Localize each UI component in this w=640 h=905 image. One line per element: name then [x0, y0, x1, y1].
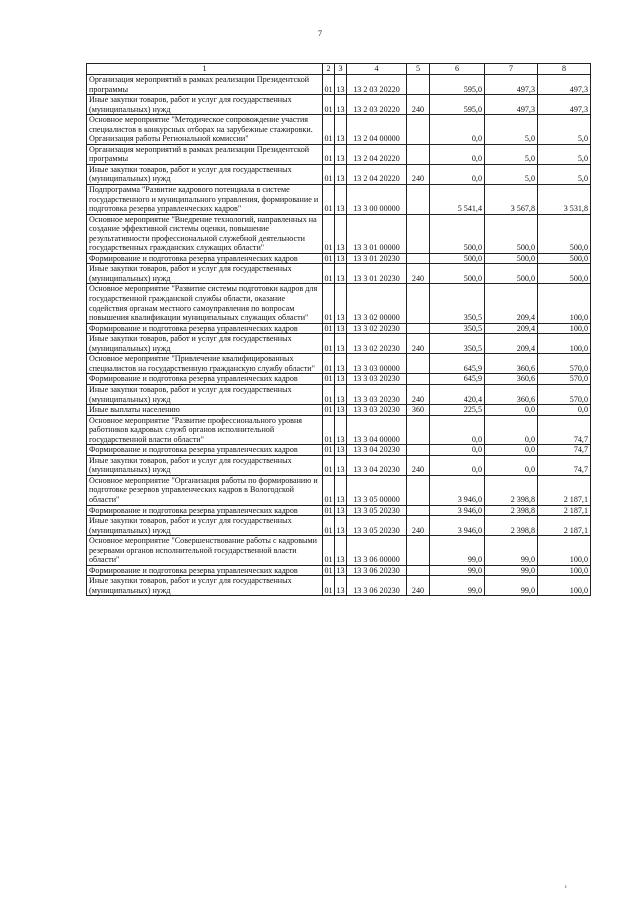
target-article-code: 13 3 03 20230	[347, 374, 407, 385]
table-row	[87, 536, 591, 566]
table-row	[87, 516, 591, 536]
section-code: 01	[324, 445, 333, 455]
target-article-code: 13 2 04 20220	[347, 164, 407, 184]
expense-type-code	[407, 185, 430, 215]
subsection-code: 13	[335, 475, 347, 505]
amount-col-6: 0,0	[430, 455, 485, 475]
subsection-code: 13	[335, 455, 347, 475]
amount-col-6: 350,5	[430, 284, 485, 323]
amount-col-7: 209,4	[485, 323, 538, 334]
row-name: Иные закупки товаров, работ и услуг для государственных (муниципальных) нужд	[87, 95, 323, 115]
column-header: 2	[323, 64, 335, 75]
expense-type-code: 240	[407, 384, 430, 404]
target-article-code: 13 2 03 20220	[347, 75, 407, 95]
row-name: Организация мероприятий в рамках реализации Президентской программы	[87, 75, 323, 95]
target-article-code: 13 3 04 20230	[347, 455, 407, 475]
section-code: 01	[323, 536, 335, 566]
amount-col-7: 3 567,8	[485, 185, 538, 215]
expense-type-code: 240	[407, 455, 430, 475]
subsection-code: 13	[335, 264, 347, 284]
section-code: 01	[323, 95, 335, 115]
subsection-code: 13	[335, 164, 347, 184]
row-name: Основное мероприятие "Развитие профессионального уровня работников кадровых служб органов исполнительной государственной власти области"	[87, 415, 323, 445]
amount-col-7: 99,0	[485, 536, 538, 566]
amount-col-8: 500,0	[538, 253, 591, 264]
target-article-code: 13 3 05 20230	[347, 505, 407, 516]
amount-col-6: 225,5	[430, 405, 485, 416]
amount-col-7: 497,3	[485, 75, 538, 95]
section-code: 01	[323, 334, 335, 354]
expense-type-code: 240	[407, 164, 430, 184]
amount-col-7: 0,0	[485, 455, 538, 475]
subsection-code: 13	[336, 374, 345, 384]
section-code: 01	[324, 253, 333, 263]
amount-col-8: 497,3	[538, 75, 591, 95]
target-article-code: 13 3 06 20230	[347, 565, 407, 576]
amount-col-8: 500,0	[538, 264, 591, 284]
column-header: 8	[538, 64, 591, 75]
expense-type-code: 240	[407, 334, 430, 354]
subsection-code: 13	[335, 354, 347, 374]
section-code: 01	[323, 214, 335, 253]
amount-col-7: 5,0	[485, 164, 538, 184]
table-row	[87, 415, 591, 445]
expense-type-code	[407, 253, 430, 264]
amount-col-6: 3 946,0	[430, 505, 485, 516]
amount-col-7: 360,6	[485, 384, 538, 404]
target-article-code: 13 3 03 20230	[347, 384, 407, 404]
expense-type-code: 240	[407, 516, 430, 536]
target-article-code: 13 2 03 20220	[347, 95, 407, 115]
expense-type-code: 360	[407, 405, 430, 416]
section-code: 01	[323, 264, 335, 284]
amount-col-8: 5,0	[538, 164, 591, 184]
amount-col-8: 570,0	[538, 374, 591, 385]
amount-col-6: 500,0	[430, 214, 485, 253]
amount-col-7: 5,0	[485, 115, 538, 145]
subsection-code: 13	[335, 384, 347, 404]
expense-type-code	[407, 505, 430, 516]
amount-col-6: 0,0	[430, 144, 485, 164]
expense-type-code: 240	[407, 264, 430, 284]
amount-col-8: 3 531,8	[538, 185, 591, 215]
row-name: Иные закупки товаров, работ и услуг для государственных (муниципальных) нужд	[87, 516, 323, 536]
row-name: Формирование и подготовка резерва управленческих кадров	[87, 445, 323, 456]
page-mark: ı	[565, 884, 567, 890]
expense-type-code	[407, 284, 430, 323]
amount-col-7: 2 398,8	[485, 516, 538, 536]
section-code: 01	[323, 455, 335, 475]
subsection-code: 13	[335, 415, 347, 445]
section-code: 01	[324, 323, 333, 333]
expense-type-code	[407, 323, 430, 334]
section-code: 01	[324, 374, 333, 384]
section-code: 01	[323, 516, 335, 536]
target-article-code: 13 3 02 20230	[347, 323, 407, 334]
amount-col-7: 99,0	[485, 576, 538, 596]
amount-col-6: 645,9	[430, 374, 485, 385]
table-row	[87, 115, 591, 145]
expense-type-code	[407, 115, 430, 145]
table-row	[87, 253, 591, 264]
amount-col-8: 2 187,1	[538, 516, 591, 536]
expense-type-code	[407, 214, 430, 253]
row-name: Иные закупки товаров, работ и услуг для государственных (муниципальных) нужд	[87, 334, 323, 354]
amount-col-7: 500,0	[485, 214, 538, 253]
subsection-code: 13	[336, 445, 345, 455]
amount-col-8: 100,0	[538, 565, 591, 576]
amount-col-8: 570,0	[538, 384, 591, 404]
amount-col-6: 99,0	[430, 536, 485, 566]
target-article-code: 13 3 02 20230	[347, 334, 407, 354]
row-name: Подпрограмма "Развитие кадрового потенциала в системе государственного и муниципального управления, формирование и подготовка резерва управленческих кадров"	[87, 185, 323, 215]
amount-col-7: 500,0	[485, 264, 538, 284]
amount-col-6: 595,0	[430, 95, 485, 115]
amount-col-7: 497,3	[485, 95, 538, 115]
table-row	[87, 95, 591, 115]
row-name: Основное мероприятие "Внедрение технологий, направленных на создание эффективной системы оценки, повышение результативности профессиональной служебной деятельности государственных гражданских служащих области"	[87, 214, 323, 253]
target-article-code: 13 2 04 00000	[347, 115, 407, 145]
amount-col-6: 350,5	[430, 323, 485, 334]
section-code: 01	[323, 144, 335, 164]
amount-col-7: 0,0	[485, 405, 538, 416]
target-article-code: 13 3 06 20230	[347, 576, 407, 596]
section-code: 01	[323, 284, 335, 323]
table-row	[87, 576, 591, 596]
amount-col-7: 360,6	[485, 374, 538, 385]
amount-col-6: 5 541,4	[430, 185, 485, 215]
table-row	[87, 75, 591, 95]
row-name: Иные закупки товаров, работ и услуг для государственных (муниципальных) нужд	[87, 264, 323, 284]
section-code: 01	[323, 415, 335, 445]
column-header: 1	[87, 64, 323, 75]
column-header: 6	[430, 64, 485, 75]
target-article-code: 13 3 04 00000	[347, 415, 407, 445]
row-name: Иные закупки товаров, работ и услуг для государственных (муниципальных) нужд	[87, 455, 323, 475]
target-article-code: 13 3 04 20230	[347, 445, 407, 456]
column-header: 7	[485, 64, 538, 75]
amount-col-7: 209,4	[485, 334, 538, 354]
table-row	[87, 144, 591, 164]
amount-col-6: 500,0	[430, 253, 485, 264]
amount-col-6: 420,4	[430, 384, 485, 404]
row-name: Иные закупки товаров, работ и услуг для государственных (муниципальных) нужд	[87, 576, 323, 596]
subsection-code: 13	[335, 95, 347, 115]
budget-table	[86, 63, 591, 596]
table-row	[87, 164, 591, 184]
target-article-code: 13 3 00 00000	[347, 185, 407, 215]
target-article-code: 13 3 06 00000	[347, 536, 407, 566]
subsection-code: 13	[336, 505, 345, 515]
section-code: 01	[323, 164, 335, 184]
expense-type-code: 240	[407, 576, 430, 596]
row-name: Формирование и подготовка резерва управленческих кадров	[87, 374, 323, 385]
amount-col-7: 0,0	[485, 415, 538, 445]
expense-type-code	[407, 445, 430, 456]
row-name: Основное мероприятие "Привлечение квалифицированных специалистов на государственную гражданскую службу области"	[87, 354, 323, 374]
amount-col-8: 570,0	[538, 354, 591, 374]
section-code: 01	[323, 185, 335, 215]
amount-col-8: 100,0	[538, 536, 591, 566]
expense-type-code	[407, 475, 430, 505]
table-row	[87, 354, 591, 374]
amount-col-6: 3 946,0	[430, 516, 485, 536]
amount-col-8: 100,0	[538, 323, 591, 334]
amount-col-6: 0,0	[430, 164, 485, 184]
amount-col-6: 3 946,0	[430, 475, 485, 505]
table-row	[87, 455, 591, 475]
expense-type-code	[407, 536, 430, 566]
subsection-code: 13	[335, 214, 347, 253]
target-article-code: 13 3 05 00000	[347, 475, 407, 505]
amount-col-7: 99,0	[485, 565, 538, 576]
section-code: 01	[323, 354, 335, 374]
table-row	[87, 284, 591, 323]
row-name: Основное мероприятие "Совершенствование работы с кадровыми резервами органов исполнительной государственной власти области"	[87, 536, 323, 566]
subsection-code: 13	[335, 536, 347, 566]
table-row	[87, 374, 591, 385]
subsection-code: 13	[336, 253, 345, 263]
amount-col-7: 500,0	[485, 253, 538, 264]
table-row	[87, 384, 591, 404]
expense-type-code	[407, 144, 430, 164]
expense-type-code	[407, 354, 430, 374]
amount-col-8: 100,0	[538, 576, 591, 596]
row-name: Иные выплаты населению	[87, 405, 323, 416]
amount-col-8: 74,7	[538, 455, 591, 475]
amount-col-8: 2 187,1	[538, 475, 591, 505]
subsection-code: 13	[336, 323, 345, 333]
section-code: 01	[323, 384, 335, 404]
expense-type-code	[407, 565, 430, 576]
table-row	[87, 323, 591, 334]
amount-col-8: 100,0	[538, 284, 591, 323]
row-name: Иные закупки товаров, работ и услуг для государственных (муниципальных) нужд	[87, 384, 323, 404]
table-row	[87, 264, 591, 284]
table-header-row	[87, 64, 591, 75]
subsection-code: 13	[336, 405, 345, 415]
row-name: Основное мероприятие "Организация работы по формированию и подготовке резервов управленческих кадров в Вологодской области"	[87, 475, 323, 505]
table-row	[87, 185, 591, 215]
amount-col-6: 0,0	[430, 445, 485, 456]
subsection-code: 13	[335, 516, 347, 536]
table-row	[87, 334, 591, 354]
amount-col-8: 2 187,1	[538, 505, 591, 516]
amount-col-6: 645,9	[430, 354, 485, 374]
table-row	[87, 214, 591, 253]
subsection-code: 13	[336, 565, 345, 575]
amount-col-7: 5,0	[485, 144, 538, 164]
amount-col-8: 74,7	[538, 415, 591, 445]
expense-type-code: 240	[407, 95, 430, 115]
amount-col-8: 100,0	[538, 334, 591, 354]
table-row	[87, 405, 591, 416]
target-article-code: 13 3 02 00000	[347, 284, 407, 323]
target-article-code: 13 3 01 00000	[347, 214, 407, 253]
column-header: 4	[347, 64, 407, 75]
amount-col-7: 360,6	[485, 354, 538, 374]
subsection-code: 13	[335, 185, 347, 215]
column-header: 3	[335, 64, 347, 75]
table-row	[87, 475, 591, 505]
subsection-code: 13	[335, 75, 347, 95]
amount-col-6: 595,0	[430, 75, 485, 95]
target-article-code: 13 3 03 00000	[347, 354, 407, 374]
section-code: 01	[323, 75, 335, 95]
subsection-code: 13	[335, 144, 347, 164]
expense-type-code	[407, 374, 430, 385]
row-name: Основное мероприятие "Развитие системы подготовки кадров для государственной гражданской службы области, оказание содействия органам местного самоуправления по вопросам повышения квалификации муниципальных служащих области"	[87, 284, 323, 323]
amount-col-6: 500,0	[430, 264, 485, 284]
amount-col-6: 99,0	[430, 576, 485, 596]
page-number: 7	[318, 29, 322, 38]
expense-type-code	[407, 75, 430, 95]
subsection-code: 13	[335, 115, 347, 145]
target-article-code: 13 2 04 20220	[347, 144, 407, 164]
amount-col-8: 497,3	[538, 95, 591, 115]
section-code: 01	[324, 405, 333, 415]
amount-col-7: 2 398,8	[485, 475, 538, 505]
amount-col-8: 5,0	[538, 115, 591, 145]
target-article-code: 13 3 05 20230	[347, 516, 407, 536]
section-code: 01	[323, 576, 335, 596]
amount-col-8: 74,7	[538, 445, 591, 456]
section-code: 01	[324, 505, 333, 515]
table-row	[87, 505, 591, 516]
amount-col-8: 0,0	[538, 405, 591, 416]
amount-col-7: 0,0	[485, 445, 538, 456]
target-article-code: 13 3 01 20230	[347, 253, 407, 264]
subsection-code: 13	[335, 576, 347, 596]
amount-col-7: 2 398,8	[485, 505, 538, 516]
amount-col-6: 99,0	[430, 565, 485, 576]
section-code: 01	[323, 115, 335, 145]
row-name: Организация мероприятий в рамках реализации Президентской программы	[87, 144, 323, 164]
row-name: Формирование и подготовка резерва управленческих кадров	[87, 323, 323, 334]
section-code: 01	[324, 565, 333, 575]
amount-col-6: 0,0	[430, 115, 485, 145]
amount-col-8: 500,0	[538, 214, 591, 253]
row-name: Основное мероприятие "Методическое сопровождение участия специалистов в конкурсных отборах на зарубежные стажировки. Организация работы Региональной комиссии"	[87, 115, 323, 145]
target-article-code: 13 3 03 20230	[347, 405, 407, 416]
column-header: 5	[407, 64, 430, 75]
expense-type-code	[407, 415, 430, 445]
amount-col-6: 0,0	[430, 415, 485, 445]
target-article-code: 13 3 01 20230	[347, 264, 407, 284]
table-row	[87, 565, 591, 576]
row-name: Иные закупки товаров, работ и услуг для государственных (муниципальных) нужд	[87, 164, 323, 184]
subsection-code: 13	[335, 284, 347, 323]
row-name: Формирование и подготовка резерва управленческих кадров	[87, 505, 323, 516]
amount-col-6: 350,5	[430, 334, 485, 354]
table-row	[87, 445, 591, 456]
section-code: 01	[323, 475, 335, 505]
amount-col-7: 209,4	[485, 284, 538, 323]
subsection-code: 13	[335, 334, 347, 354]
row-name: Формирование и подготовка резерва управленческих кадров	[87, 253, 323, 264]
amount-col-8: 5,0	[538, 144, 591, 164]
row-name: Формирование и подготовка резерва управленческих кадров	[87, 565, 323, 576]
